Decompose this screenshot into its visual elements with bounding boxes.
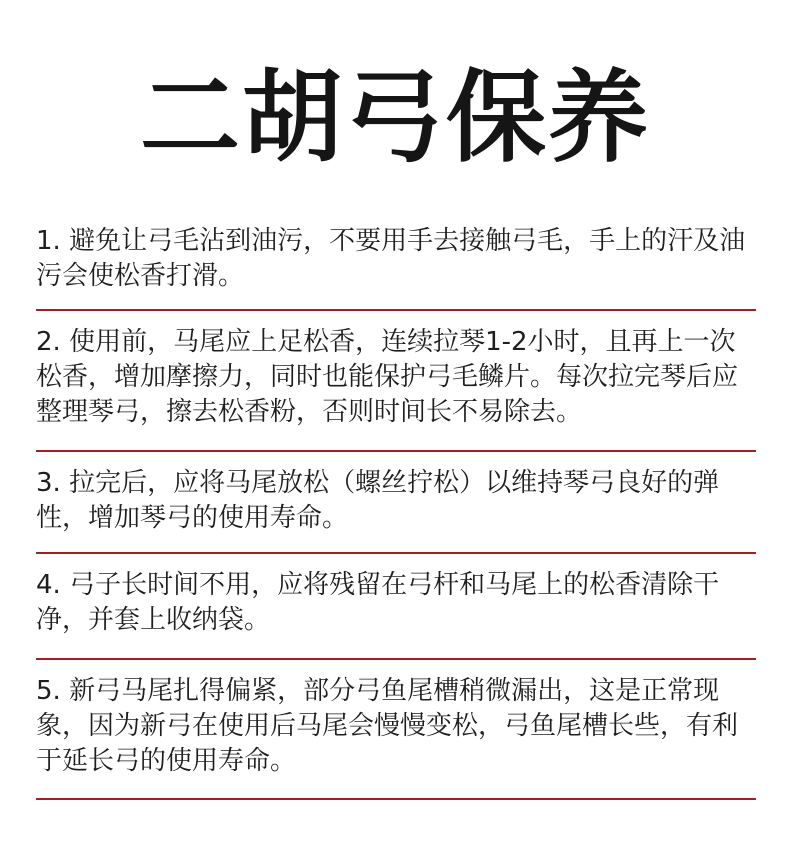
tip-text-2: 2. 使用前，马尾应上足松香，连续拉琴1-2小时，且再上一次松香，增加摩擦力，同时也能保护弓毛鳞片。每次拉完琴后应整理琴弓，擦去松香粉，否则时间长不易除去。 xyxy=(36,327,739,427)
tip-text-4: 4. 弓子长时间不用，应将残留在弓杆和马尾上的松香清除干净，并套上收纳袋。 xyxy=(36,570,720,635)
tip-item-4 xyxy=(36,554,756,660)
tip-item-1 xyxy=(36,210,756,311)
tip-item-5 xyxy=(36,660,756,800)
tip-item-2 xyxy=(36,311,756,452)
tip-text-5: 5. 新弓马尾扎得偏紧，部分弓鱼尾槽稍微漏出，这是正常现象，因为新弓在使用后马尾会慢慢变松，弓鱼尾槽长些，有利于延长弓的使用寿命。 xyxy=(36,676,739,776)
tip-text-1: 1. 避免让弓毛沾到油污，不要用手去接触弓毛，手上的汗及油污会使松香打滑。 xyxy=(36,226,746,291)
tip-item-3 xyxy=(36,452,756,554)
tip-text-3: 3. 拉完后，应将马尾放松（螺丝拧松）以维持琴弓良好的弹性，增加琴弓的使用寿命。 xyxy=(36,468,720,533)
page-title: 二胡弓保养 xyxy=(140,59,650,176)
tips-list xyxy=(36,210,756,800)
